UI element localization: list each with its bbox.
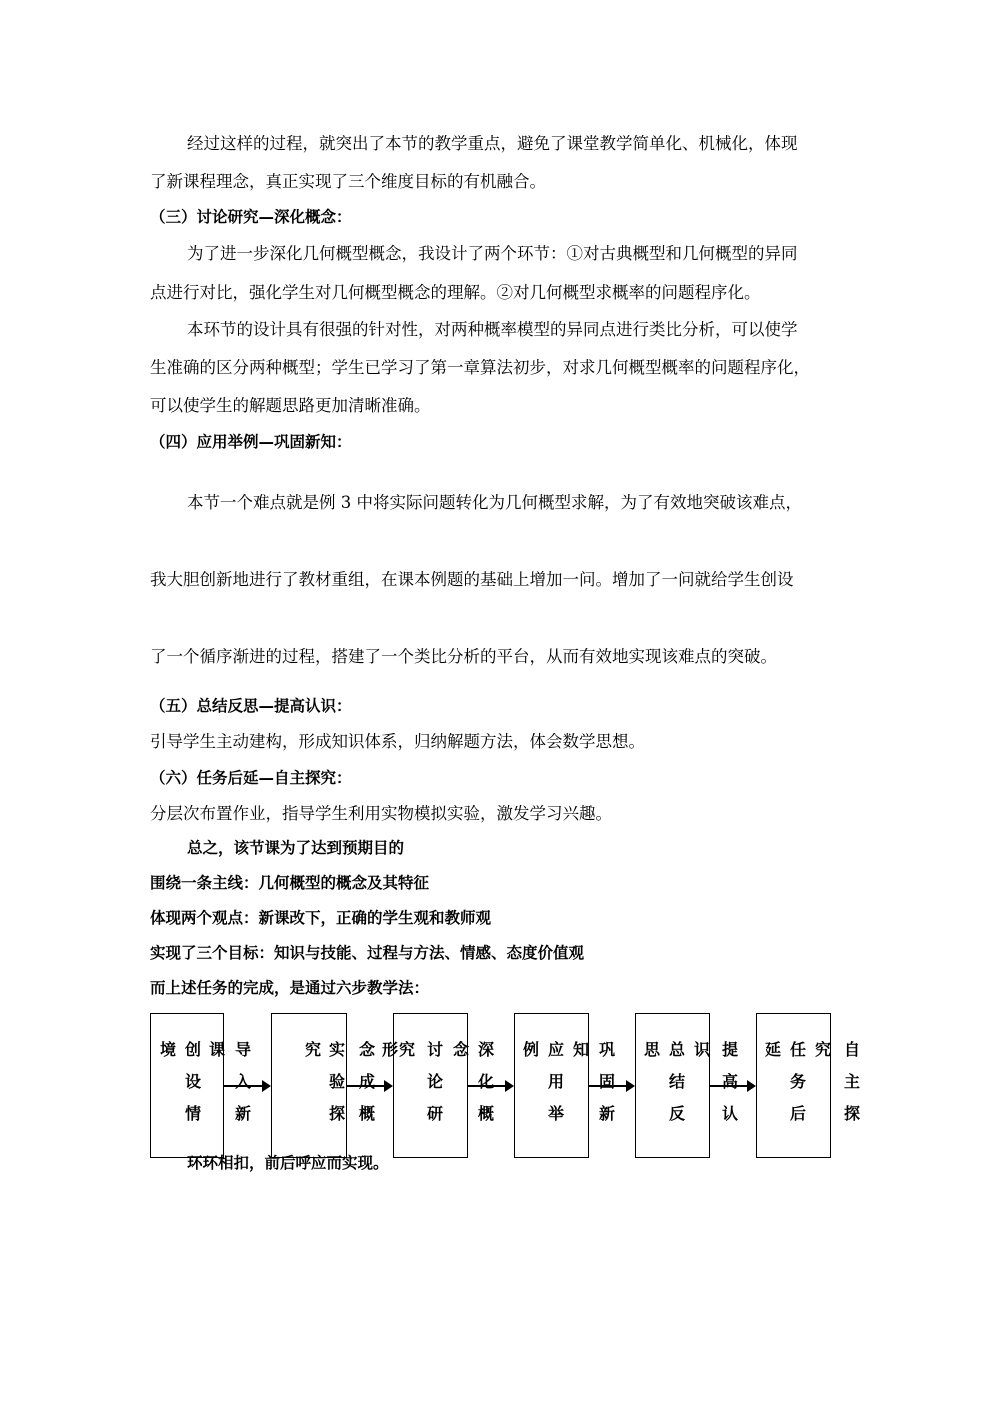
flow-text-col: 创 设 情 xyxy=(184,1040,201,1123)
paragraph-line: 可以使学生的解题思路更加清晰准确。 xyxy=(150,396,431,415)
flow-text-col: 实 验 探 xyxy=(328,1040,345,1123)
flow-text-col: 究 xyxy=(814,1040,831,1059)
flow-text-col: 思 xyxy=(643,1040,660,1059)
paragraph-line: 为了进一步深化几何概型概念，我设计了两个环节：①对古典概型和几何概型的异同 xyxy=(187,244,798,263)
section-heading-4: （四）应用举例—巩固新知： xyxy=(150,433,352,451)
summary-line: 总之，该节课为了达到预期目的 xyxy=(187,839,405,857)
summary-line: 围绕一条主线：几何概型的概念及其特征 xyxy=(150,874,430,892)
flow-text-col: 识 xyxy=(693,1040,710,1059)
flow-text-col: 究 xyxy=(304,1040,321,1059)
flow-text-col: 形 xyxy=(381,1040,398,1059)
paragraph-line: 点进行对比，强化学生对几何概型概念的理解。②对几何概型求概率的问题程序化。 xyxy=(150,283,761,302)
paragraph-line: 了新课程理念，真正实现了三个维度目标的有机融合。 xyxy=(150,172,546,191)
flow-text-col: 念 成 概 xyxy=(358,1040,375,1123)
summary-line: 体现两个观点：新课改下，正确的学生观和教师观 xyxy=(150,909,492,927)
flow-text-col: 提 高 认 xyxy=(721,1040,738,1123)
flow-text-col: 究 xyxy=(398,1040,415,1059)
flow-text-col: 自 主 探 xyxy=(843,1040,860,1123)
paragraph-line: 分层次布置作业，指导学生利用实物模拟实验，激发学习兴趣。 xyxy=(150,804,612,823)
flow-text-col: 应 用 举 xyxy=(547,1040,564,1123)
paragraph-line: 了一个循序渐进的过程，搭建了一个类比分析的平台，从而有效地实现该难点的突破。 xyxy=(150,647,777,666)
summary-line: 而上述任务的完成，是通过六步教学法： xyxy=(150,979,430,997)
paragraph-line: 引导学生主动建构，形成知识体系，归纳解题方法，体会数学思想。 xyxy=(150,732,645,751)
flow-text-col: 境 xyxy=(159,1040,176,1059)
flow-text-col: 深 化 概 xyxy=(477,1040,494,1123)
flow-text-col: 讨 论 研 xyxy=(426,1040,443,1123)
section-heading-5: （五）总结反思—提高认识： xyxy=(150,697,352,715)
section-heading-6: （六）任务后延—自主探究： xyxy=(150,769,352,787)
summary-line: 环环相扣，前后呼应而实现。 xyxy=(187,1154,389,1172)
flow-text-col: 念 xyxy=(452,1040,469,1059)
paragraph-line: 生准确的区分两种概型；学生已学习了第一章算法初步，对求几何概型概率的问题程序化， xyxy=(150,358,810,377)
paragraph-line: 经过这样的过程，就突出了本节的教学重点，避免了课堂教学简单化、机械化，体现 xyxy=(187,134,798,153)
flow-text-col: 知 xyxy=(572,1040,589,1059)
paragraph-line: 本节一个难点就是例 3 中将实际问题转化为几何概型求解，为了有效地突破该难点， xyxy=(187,493,802,512)
paragraph-line: 我大胆创新地进行了教材重组，在课本例题的基础上增加一问。增加了一问就给学生创设 xyxy=(150,570,794,589)
flow-text-col: 例 xyxy=(522,1040,539,1059)
flow-text-col: 总 结 反 xyxy=(668,1040,685,1123)
flow-text-col: 任 务 后 xyxy=(789,1040,806,1123)
summary-line: 实现了三个目标：知识与技能、过程与方法、情感、态度价值观 xyxy=(150,944,585,962)
flow-text-col: 导 入 新 xyxy=(234,1040,251,1123)
section-heading-3: （三）讨论研究—深化概念： xyxy=(150,208,352,226)
flow-text-col: 巩 固 新 xyxy=(598,1040,615,1123)
paragraph-line: 本环节的设计具有很强的针对性，对两种概率模型的异同点进行类比分析，可以使学 xyxy=(187,320,798,339)
flow-text-col: 延 xyxy=(764,1040,781,1059)
flow-text-col: 课 xyxy=(208,1040,225,1059)
